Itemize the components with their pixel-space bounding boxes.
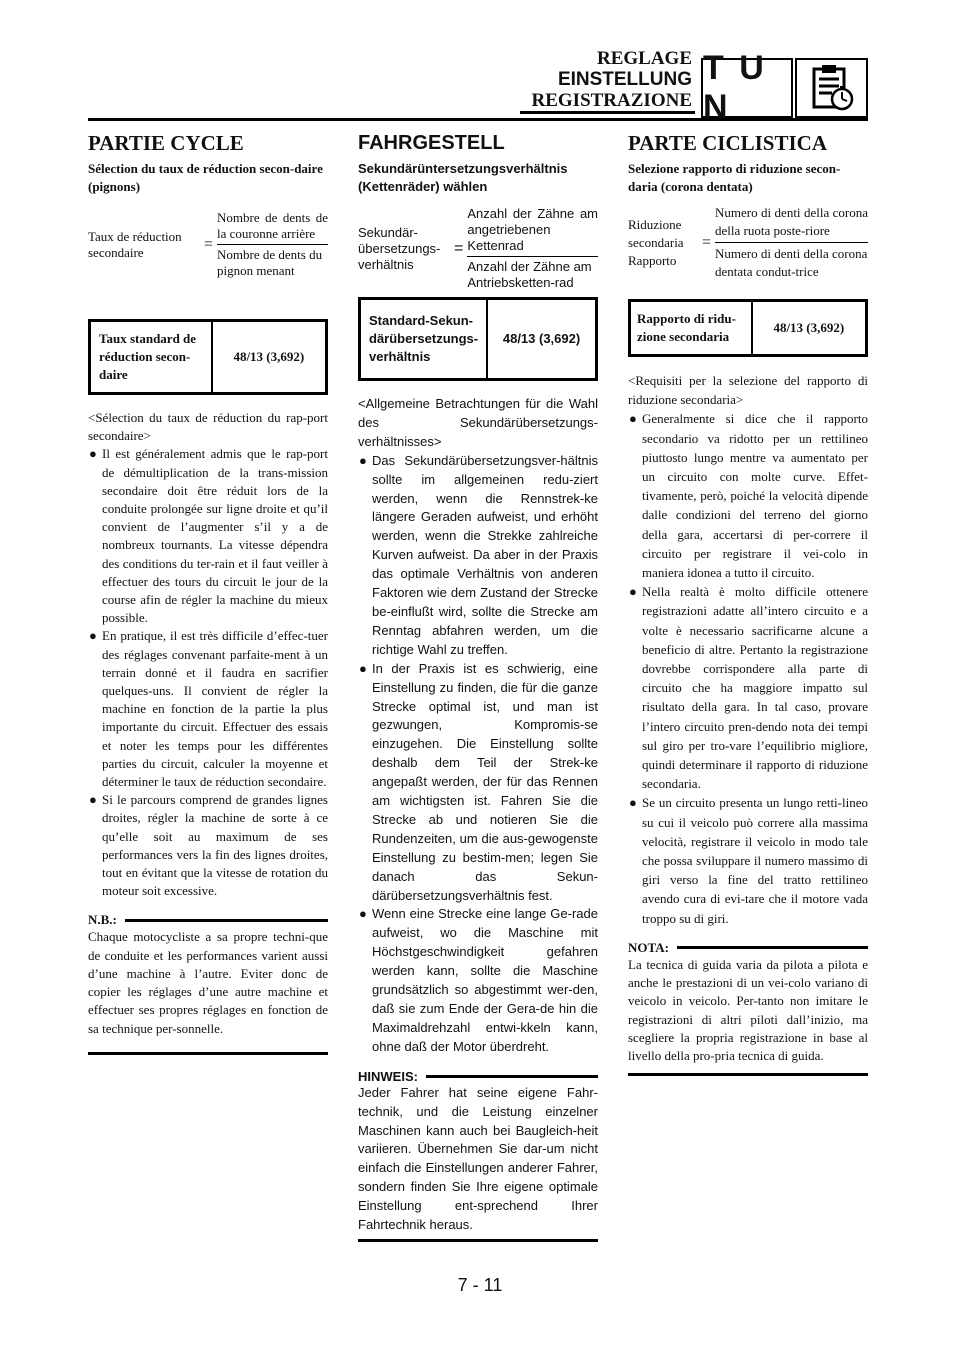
- note-header: [628, 940, 868, 956]
- bullet-icon: ●: [359, 906, 367, 922]
- list-item-text: Generalmente si dice che il rapporto secondario va ridotto per un rettilineo piuttosto lungo mentre va aumentato per un circuito con molte curve. Effet-tivamente, però, poiché la velocità dipende dalle condizioni del terreno del giorno della gara, accertarsi di per-correre il circuito per registrare il vei-colo in maniera idonea a tutto il circuito.: [642, 411, 868, 581]
- header-title-fr: REGLAGE: [596, 48, 692, 69]
- list-item-text: Se un circuito presenta un lungo retti-lineo su cui il veicolo può correre alla massima velocità, registrare il veicolo in modo tale che possa sviluppare il numero massimo di giri verso la fine del tratto rettilineo avendo cura di evi-tare che il motore vada troppo su di giri.: [642, 795, 868, 926]
- formula-fr: [88, 210, 328, 279]
- list-item: [628, 582, 868, 793]
- note-rule: [125, 919, 328, 922]
- formula-numerator: Numero di denti della corona della ruota poste-riore: [715, 204, 868, 243]
- column-italian: [628, 130, 868, 1076]
- bullet-icon: ●: [629, 584, 637, 600]
- formula-equals: =: [204, 235, 214, 253]
- formula-equals: =: [702, 233, 712, 251]
- subheading-fr: Sélection du taux de réduction secon-daire (pignons): [88, 161, 323, 194]
- bullet-icon: ●: [89, 446, 97, 462]
- list-item-text: Si le parcours comprend de grandes lignes droites, régler la machine de sorte à ce qu’elle soit au maximum de ses performances vers la fin des lignes droites, tout en évitant que la vitesse de rotation du moteur soit excessive.: [102, 792, 328, 899]
- spec-table-fr: [88, 319, 328, 395]
- spec-label: Taux standard de réduction secon-daire: [91, 322, 213, 392]
- formula-fraction: [467, 206, 598, 291]
- list-item: [628, 409, 868, 582]
- column-german: [358, 130, 598, 1242]
- formula-lhs: Taux de réduction secondaire: [88, 228, 182, 260]
- tun-label: T U N: [703, 49, 767, 126]
- header-title-it: REGISTRAZIONE: [531, 90, 692, 111]
- list-item: [358, 660, 598, 906]
- formula-fraction: [715, 204, 868, 281]
- note-de: [358, 1069, 598, 1242]
- body-it: [628, 371, 868, 928]
- note-end-rule: [628, 1073, 868, 1076]
- spec-value: 48/13 (3,692): [773, 320, 845, 335]
- spec-table-de: [358, 297, 598, 381]
- section-title-de: FAHRGESTELL: [358, 132, 505, 154]
- note-text: Jeder Fahrer hat seine eigene Fahr-technik, und die Leistung einzelner Maschinen kann auch bei Baugleich-heit variieren. Übernehmen Sie dar-um nicht einfach die Einstellungen anderer Fahrer, sondern finden Sie Ihre eigene optimale Einstellung ent-sprechend Ihrer Fahrtechnik heraus.: [358, 1084, 598, 1233]
- section-header-titles: [532, 48, 693, 111]
- note-end-rule: [88, 1052, 328, 1055]
- list-item-text: En pratique, il est très difficile d’effec-tuer des réglages convenant parfaite-ment à un terrain donné et il faudra en sacrifier quelques-uns. Il convient de régler la machine en fonction de la partie la plus importante du circuit. Effectuer des essais et noter les temps pour les différentes parties du circuit, calculer la moyenne et déterminer le taux de réduction secondaire.: [102, 628, 328, 790]
- body-fr: [88, 409, 328, 900]
- page-number: 7 - 11: [457, 1275, 503, 1295]
- list-item-text: Il est généralement admis que le rap-port de démultiplication de la trans-mission secondaire doit être réduit lors de la conduite prolongée sur ligne droite et qu’il convient de l’augmenter s’il y a de nombreux tournants. La vitesse dépendra des conditions du ter-rain et il faut veiller à effectuer des tours du circuit le jour de la course afin de régler la machine du mieux possible.: [102, 446, 328, 626]
- list-item-text: Wenn eine Strecke eine lange Ge-rade aufweist, wo die Maschine mit Höchstgeschwindigkeit gefahren werden kann, sollte die Maschine grundsätzlich so abgestimmt wer-den, daß sie zum Ende der Gera-de hin die Maximaldrehzahl entwi-kkeln kann, ohne daß der Motor überdreht.: [372, 906, 598, 1054]
- list-item: [88, 627, 328, 791]
- formula-denominator: Anzahl der Zähne am Antriebsketten-rad: [467, 259, 592, 290]
- note-rule: [426, 1075, 598, 1078]
- note-header: [358, 1069, 598, 1084]
- formula-denominator: Numero di denti della corona dentata condut-trice: [715, 246, 868, 279]
- bullet-icon: ●: [89, 628, 97, 644]
- column-french: [88, 130, 328, 1055]
- formula-numerator: Anzahl der Zähne am angetriebenen Kettenrad: [467, 206, 598, 257]
- formula-equals: =: [454, 239, 464, 257]
- formula-it: [628, 204, 868, 281]
- list-item: [88, 445, 328, 627]
- bullet-icon: ●: [629, 411, 637, 427]
- formula-denominator: Nombre de dents du pignon menant: [217, 247, 323, 278]
- bullet-list: [628, 409, 868, 927]
- body-de: [358, 395, 598, 1057]
- header-title-de: EINSTELLUNG: [557, 69, 692, 90]
- subheading-de: Sekundärüntersetzungsverhältnis (Kettenräder) wählen: [358, 161, 568, 194]
- bullet-list: [88, 445, 328, 900]
- note-label: N.B.:: [88, 912, 117, 928]
- note-it: [628, 940, 868, 1076]
- note-text: La tecnica di guida varia da pilota a pilota e anche le prestazioni di un vei-colo variano di veicolo in veicolo. Per-tanto non imitare le registrazioni di altri piloti dall’inizio, ma scegliere la propria registrazione in base al livello della pro-pria tecnica di guida.: [628, 956, 868, 1063]
- list-item: [88, 791, 328, 900]
- list-item: [628, 793, 868, 927]
- formula-lhs: Riduzione secondaria Rapporto: [628, 216, 684, 268]
- bullet-icon: ●: [359, 660, 367, 676]
- intro-text: <Allgemeine Betrachtungen für die Wahl des Sekundärübersetzungs-verhältnisses>: [358, 396, 598, 449]
- spec-label: Standard-Sekun-därübersetzungs-verhältnis: [361, 300, 488, 378]
- note-rule: [677, 946, 868, 949]
- clipboard-icon: [808, 63, 856, 113]
- spec-table-it: [628, 299, 868, 357]
- intro-text: <Requisiti per la selezione del rapporto di riduzione secondaria>: [628, 373, 868, 408]
- note-text: Chaque motocycliste a sa propre techni-que de conduite et les performances varient aussi d’une machine à l’autre. Eviter donc de copier les réglages d’une autre machine et effectuer ses propres réglages en fonction de sa technique per-sonnelle.: [88, 929, 328, 1036]
- bullet-icon: ●: [359, 452, 367, 468]
- formula-de: [358, 206, 598, 291]
- note-header: [88, 912, 328, 928]
- bullet-list: [358, 452, 598, 1057]
- spec-value: 48/13 (3,692): [233, 349, 305, 364]
- list-item-text: Das Sekundärübersetzungsver-hältnis sollte im allgemeinen redu-ziert werden, wenn die Rennstrek-ke längere Geraden aufweist, und erhöht werden, wenn die Strekke zahlreiche Kurven aufweist. Da aber in der Praxis das optimale Verhältnis von anderen Faktoren wie dem Zustand der Strecke be-einflußt wird, sollte die Strecke am Renntag abfahren werden, um die richtige Wahl zu treffen.: [372, 452, 598, 657]
- section-title-fr: PARTIE CYCLE: [88, 131, 244, 155]
- note-fr: [88, 912, 328, 1054]
- list-item-text: Nella realtà è molto difficile ottenere registrazioni adatte all’intero circuito e a volte è necessario sacrificarne alcune a beneficio di altre. Pertanto la registrazione dovrebbe corrispondere alla parte di circuito che ha maggiore impatto sul risultato della gara. In tal caso, provare l’intero circuito pren-dendo nota dei tempi sul giro per tro-vare l’equilibrio migliore, quindi determinare il rapporto di riduzione secondaria.: [642, 584, 868, 792]
- list-item: [358, 905, 598, 1056]
- subheading-it: Selezione rapporto di riduzione secon-daria (corona dentata): [628, 161, 841, 194]
- formula-numerator: Nombre de dents de la couronne arrière: [217, 210, 328, 245]
- note-label: NOTA:: [628, 939, 669, 955]
- tun-label-box: [701, 49, 793, 126]
- list-item-text: In der Praxis ist es schwierig, eine Einstellung zu finden, die für die ganze Strecke optimal ist, und man ist gezwungen, Kompromis-se einzugehen. Die Einstellung sollte deshalb dem Teil der Strek-ke angepaßt werden, der für das Rennen am wichtigsten ist. Fahren Sie die Strecke ab und notieren Sie die Rundenzeiten, um die aus-gewogenste Einstellung zu bestim-men; legen Sie danach das Sekun-därübersetzungsverhältnis fest.: [372, 660, 598, 903]
- formula-fraction: [217, 210, 328, 279]
- list-item: [358, 452, 598, 660]
- note-label: HINWEIS:: [358, 1068, 418, 1084]
- section-title-it: PARTE CICLISTICA: [628, 131, 827, 155]
- intro-text: <Sélection du taux de réduction du rap-port secondaire>: [88, 410, 328, 444]
- formula-lhs: Sekundär-übersetzungs-verhältnis: [358, 224, 441, 272]
- header-rule-short: [520, 111, 695, 114]
- tuning-clipboard-stopwatch-icon: [795, 58, 868, 118]
- note-end-rule: [358, 1239, 598, 1242]
- spec-label: Rapporto di ridu-zione secondaria: [631, 302, 753, 354]
- bullet-icon: ●: [89, 792, 97, 808]
- bullet-icon: ●: [629, 795, 637, 811]
- spec-value: 48/13 (3,692): [502, 331, 581, 346]
